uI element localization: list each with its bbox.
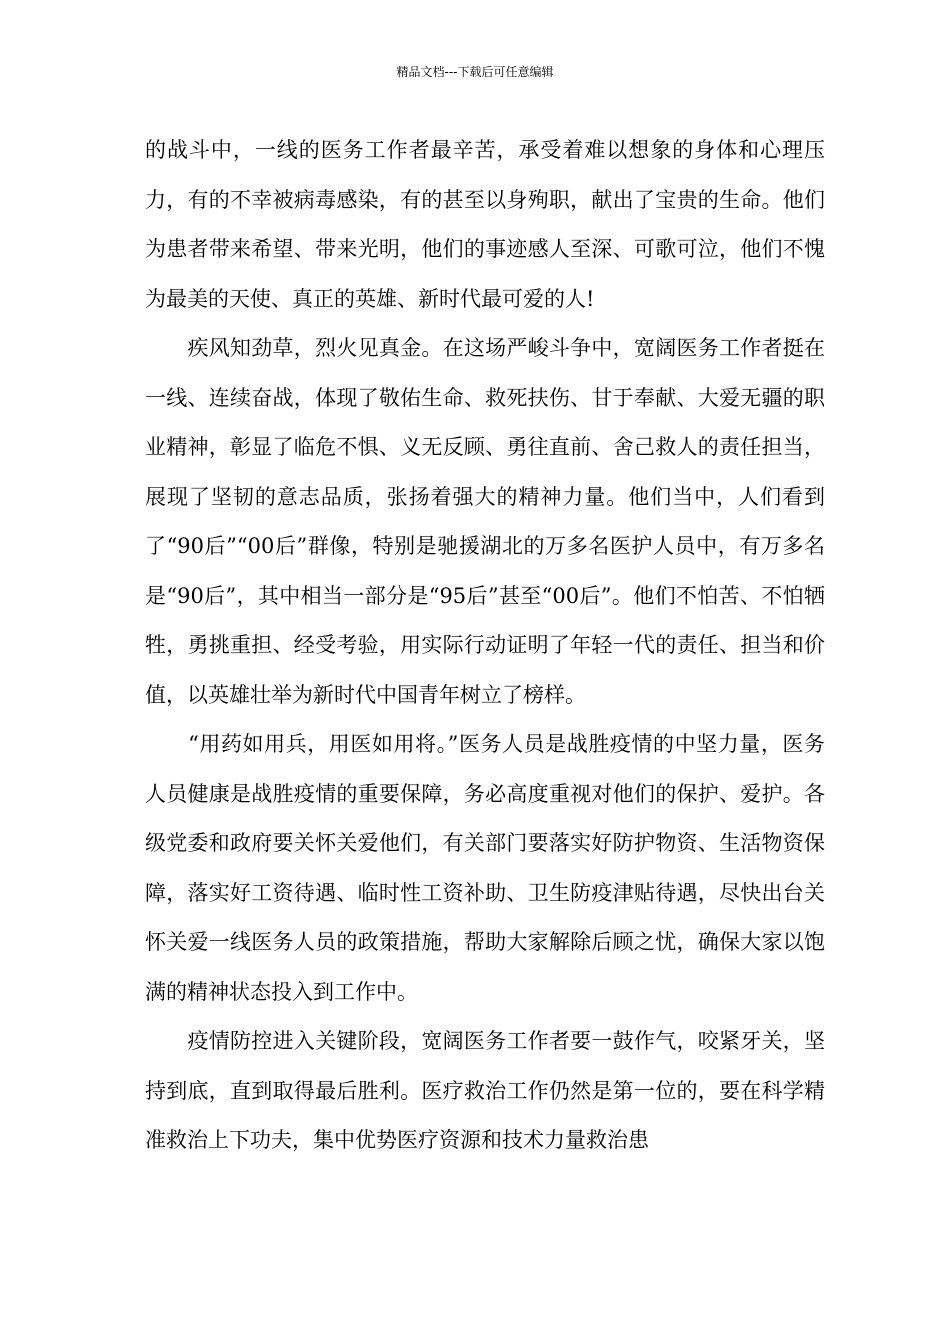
page-header: 精品文档---下载后可任意编辑 <box>396 65 554 79</box>
paragraph-3: “用药如用兵，用医如用将。”医务人员是战胜疫情的中坚力量，医务人员健康是战胜疫情的重要保障，务必高度重视对他们的保护、爱护。各级党委和政府要关怀关爱他们，有关部门要落实好防护物资、生活物资保障，落实好工资待遇、临时性工资补助、卫生防疫津贴待遇，尽快出台关怀关爱一线医务人员的政策措施，帮助大家解除后顾之忧，确保大家以饱满的精神状态投入到工作中。 <box>145 732 825 1004</box>
document-body <box>145 126 825 1166</box>
paragraph-4: 疫情防控进入关键阶段，宽阔医务工作者要一鼓作气，咬紧牙关，坚持到底，直到取得最后胜利。医疗救治工作仍然是第一位的，要在科学精准救治上下功夫，集中优势医疗资源和技术力量救治患 <box>145 1029 825 1152</box>
paragraph-1: 的战斗中，一线的医务工作者最辛苦，承受着难以想象的身体和心理压力，有的不幸被病毒感染，有的甚至以身殉职，献出了宝贵的生命。他们为患者带来希望、带来光明，他们的事迹感人至深、可歌可泣，他们不愧为最美的天使、真正的英雄、新时代最可爱的人! <box>145 138 825 311</box>
paragraph-2: 疾风知劲草，烈火见真金。在这场严峻斗争中，宽阔医务工作者挺在一线、连续奋战，体现了敬佑生命、救死扶伤、甘于奉献、大爱无疆的职业精神，彰显了临危不惧、义无反顾、勇往直前、舍己救人的责任担当，展现了坚韧的意志品质，张扬着强大的精神力量。他们当中，人们看到了“90后”“00后”群像，特别是驰援湖北的万多名医护人员中，有万多名是“90后”，其中相当一部分是“95后”甚至“00后”。他们不怕苦、不怕牺牲，勇挑重担、经受考验，用实际行动证明了年轻一代的责任、担当和价值，以英雄壮举为新时代中国青年树立了榜样。 <box>145 336 825 707</box>
